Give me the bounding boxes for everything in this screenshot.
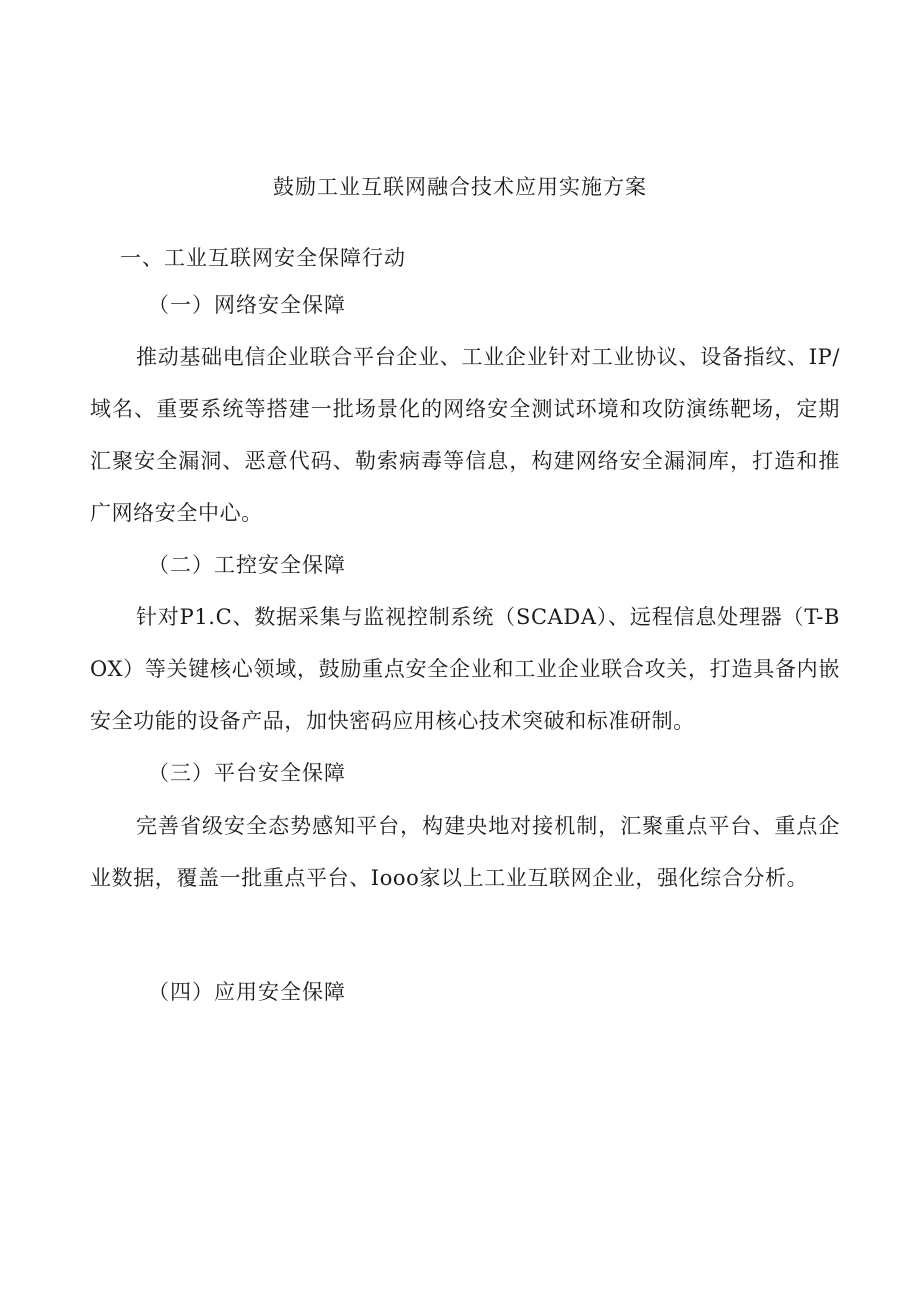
document-title: 鼓励工业互联网融合技术应用实施方案 xyxy=(273,175,647,199)
section-heading-1: 一、工业互联网安全保障行动 xyxy=(120,246,406,270)
paragraph-platform-security: 完善省级安全态势感知平台，构建央地对接机制，汇聚重点平台、重点企业数据，覆盖一批重点平台、Iooo家以上工业互联网企业，强化综合分析。 xyxy=(90,814,840,890)
subsection-heading-1: （一）网络安全保障 xyxy=(148,293,346,317)
paragraph-network-security: 推动基础电信企业联合平台企业、工业企业针对工业协议、设备指纹、IP/域名、重要系统等搭建一批场景化的网络安全测试环境和攻防演练靶场，定期汇聚安全漏洞、恶意代码、勒索病毒等信息，构建网络安全漏洞库，打造和推广网络安全中心。 xyxy=(90,345,840,525)
subsection-heading-2: （二）工控安全保障 xyxy=(148,553,346,577)
subsection-heading-4: （四）应用安全保障 xyxy=(148,980,346,1004)
paragraph-ics-security: 针对P1.C、数据采集与监视控制系统（SCADA）、远程信息处理器（T-BOX）等关键核心领域，鼓励重点安全企业和工业企业联合攻关，打造具备内嵌安全功能的设备产品，加快密码应用核心技术突破和标准研制。 xyxy=(90,605,840,733)
subsection-heading-3: （三）平台安全保障 xyxy=(148,761,346,785)
